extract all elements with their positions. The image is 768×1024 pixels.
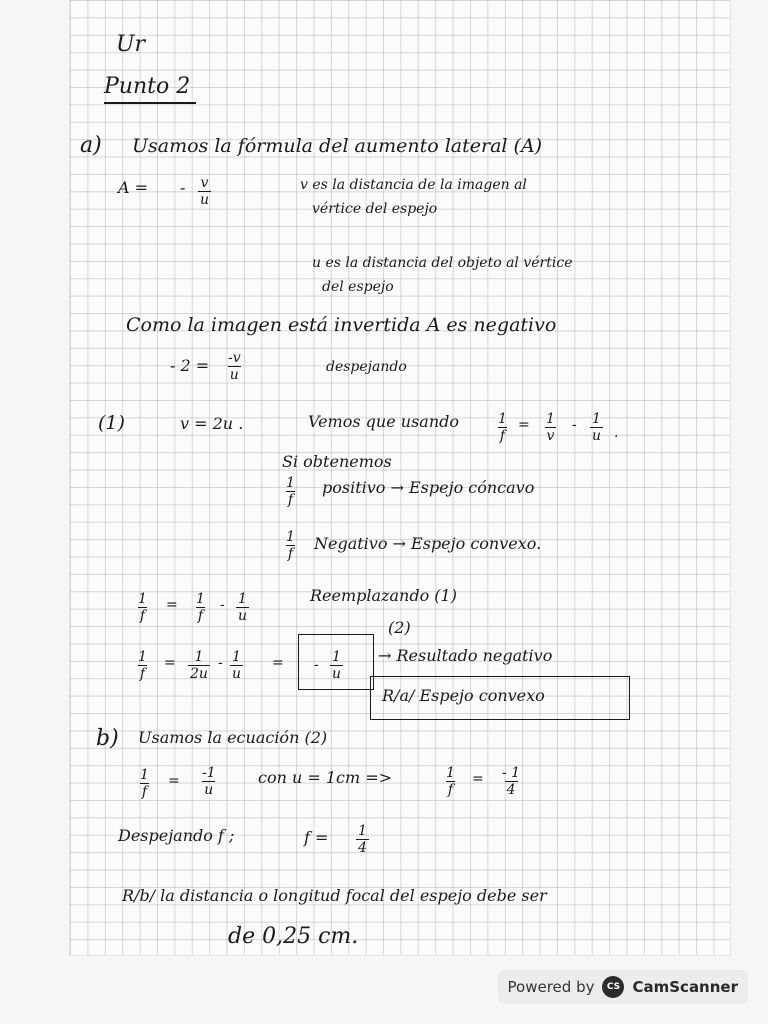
r2-frac3	[230, 650, 243, 681]
vemos-text: Vemos que usando	[308, 412, 459, 431]
b-rhs2-frac	[500, 766, 522, 797]
b-f2-frac	[444, 766, 457, 797]
b-eq2: =	[472, 771, 484, 787]
lens-eq: =	[518, 417, 530, 433]
lens-v-frac	[544, 412, 557, 443]
part-b-label: b)	[96, 726, 119, 751]
camscanner-brand: CamScanner	[632, 978, 738, 996]
formula-minus: -	[180, 178, 186, 197]
r2-den1: f	[139, 665, 146, 682]
positive-case: positivo → Espejo cóncavo	[322, 478, 535, 497]
r2-num1: 1	[138, 649, 147, 665]
reemplazando: Reemplazando (1)	[310, 586, 457, 605]
b-eq: =	[168, 773, 180, 789]
negative-case: Negativo → Espejo convexo.	[314, 534, 542, 553]
r1-frac3	[236, 592, 249, 623]
despejando-a: despejando	[326, 359, 407, 375]
part-a-intro: Usamos la fórmula del aumento lateral (A)	[132, 135, 543, 157]
r1-eq: =	[166, 597, 178, 613]
b-f-den: f	[141, 783, 148, 800]
lens-f-den: f	[499, 427, 506, 444]
eq-lhs: - 2 =	[170, 356, 210, 375]
corner-mark: Ur	[116, 32, 146, 57]
b-f-eq: f =	[304, 828, 329, 847]
u-definition-2: del espejo	[322, 279, 394, 295]
eq-fraction	[226, 351, 243, 382]
b-f2-num: 1	[446, 765, 455, 781]
pos-num: 1	[286, 475, 295, 491]
b-rhs2-num: - 1	[502, 765, 521, 781]
r2-num3: 1	[232, 649, 241, 665]
camscanner-watermark	[498, 970, 748, 1004]
b-fres-den: 4	[358, 839, 367, 856]
r1-den1: f	[139, 607, 146, 624]
r1-num1: 1	[138, 591, 147, 607]
lens-f-frac	[496, 412, 509, 443]
r2-eq: =	[164, 655, 176, 671]
lens-u-den: u	[592, 427, 602, 444]
lens-end: .	[614, 425, 619, 441]
b-f2-den: f	[447, 781, 454, 798]
part-b-intro: Usamos la ecuación (2)	[138, 728, 328, 747]
b-fres-num: 1	[358, 823, 367, 839]
title-underline	[104, 102, 196, 104]
b-fres-frac	[356, 824, 369, 855]
camscanner-logo-icon: CS	[602, 976, 624, 998]
boxed-frac	[330, 650, 343, 681]
eq-den: u	[229, 366, 239, 383]
formula-den: u	[200, 191, 210, 208]
lens-u-num: 1	[592, 411, 601, 427]
boxed-minus: -	[314, 657, 319, 673]
eq-num: -v	[228, 350, 241, 366]
r2-num2: 1	[194, 649, 204, 665]
como-line: Como la imagen está invertida A es negativo	[126, 314, 557, 336]
r1-den3: u	[238, 607, 248, 624]
r2-frac1	[136, 650, 149, 681]
r1-minus: -	[220, 597, 225, 613]
lens-u-frac	[590, 412, 603, 443]
r1-den2: f	[197, 607, 204, 624]
neg-frac	[284, 530, 297, 561]
b-f-frac	[138, 768, 151, 799]
r1-num3: 1	[238, 591, 247, 607]
part-a-label: a)	[80, 133, 102, 158]
formula-fraction	[198, 176, 211, 207]
r2-den2: 2u	[190, 665, 208, 682]
ref-1: (1)	[98, 412, 125, 434]
lens-f-num: 1	[498, 411, 507, 427]
r1-frac1	[136, 592, 149, 623]
neg-num: 1	[286, 529, 295, 545]
page-title: Punto 2	[104, 74, 191, 99]
pos-den: f	[287, 491, 294, 508]
b-rhs-frac	[200, 766, 218, 797]
resultado-negativo: → Resultado negativo	[378, 646, 553, 665]
lens-minus: -	[572, 417, 577, 433]
formula-num: v	[200, 175, 209, 191]
b-rhs2-den: 4	[506, 781, 516, 798]
boxed-num: 1	[332, 649, 341, 665]
u-definition-1: u es la distancia del objeto al vértice	[312, 255, 573, 271]
v-definition-2: vértice del espejo	[312, 201, 438, 217]
b-answer-1: R/b/ la distancia o longitud focal del espejo debe ser	[122, 886, 547, 905]
boxed-den: u	[332, 665, 342, 682]
b-answer-2: de 0,25 cm.	[228, 924, 359, 949]
r1-frac2	[194, 592, 207, 623]
b-despejando: Despejando f ;	[118, 826, 235, 845]
b-rhs-den: u	[204, 781, 214, 798]
b-con: con u = 1cm =>	[258, 768, 393, 787]
pos-frac	[284, 476, 297, 507]
lens-v-den: v	[546, 427, 555, 444]
lens-v-num: 1	[546, 411, 555, 427]
formula-lhs: A =	[118, 178, 149, 197]
ref-2: (2)	[388, 618, 411, 637]
r2-minus: -	[218, 655, 223, 671]
r1-num2: 1	[196, 591, 205, 607]
b-f-num: 1	[140, 767, 149, 783]
v-definition-1: v es la distancia de la imagen al	[300, 177, 527, 193]
r2-den3: u	[232, 665, 242, 682]
v-result: v = 2u .	[180, 414, 244, 433]
r2-frac2	[188, 650, 210, 681]
si-obtenemos: Si obtenemos	[282, 452, 392, 471]
neg-den: f	[287, 545, 294, 562]
answer-a: R/a/ Espejo convexo	[382, 686, 545, 705]
r2-eq2: =	[272, 655, 284, 671]
powered-by-text: Powered by	[507, 978, 595, 996]
b-rhs-num: -1	[202, 765, 216, 781]
